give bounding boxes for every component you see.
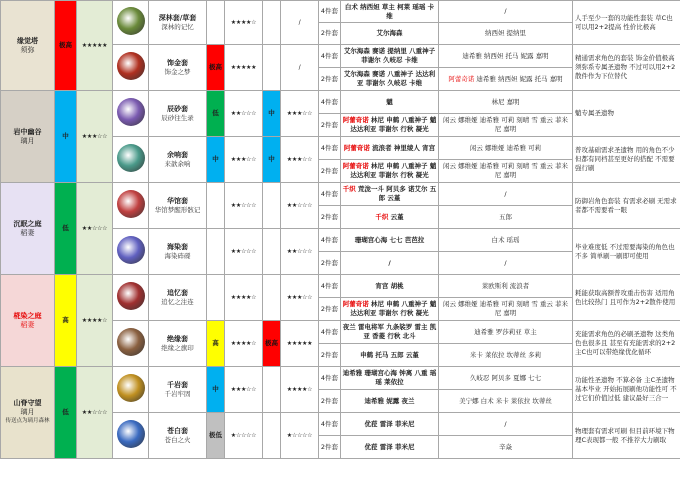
domain-name-cell <box>1 275 55 367</box>
set-rating-alt <box>263 413 281 459</box>
purple-shell-icon <box>117 236 145 264</box>
set-rating-alt: 中 <box>263 137 281 183</box>
set-note: 功能性圣遗物 不算必备 主C圣遗物基本毕业 开始拓展刷他功能性可 不过它们价值过低 建议最好三合一 <box>573 367 680 413</box>
piece-count: 2件套 <box>319 206 341 229</box>
domain-rating: 中 <box>55 91 77 183</box>
set-note: 物理套有需求可刷 但目前环境下物理C表现都一般 不推荐大力刷取 <box>573 413 680 459</box>
recommended-characters <box>341 390 439 413</box>
alt-character-list: 林尼 嘉明 <box>491 97 520 106</box>
alt-character-list: 闲云 娜维娅 迪希雅 可莉 刻晴 雪 重云 菲米尼 嘉明 <box>443 300 568 317</box>
set-name: 余响套 <box>167 150 188 159</box>
piece-count: 4件套 <box>319 91 341 114</box>
set-stars-alt: / <box>281 45 319 91</box>
domain-rating: 低 <box>55 183 77 275</box>
domain-name: 山脊守望 <box>13 399 42 407</box>
domain-region: 稻妻 <box>20 320 35 329</box>
set-name-cell <box>149 275 207 321</box>
piece-count: 2件套 <box>319 114 341 137</box>
set-stars-main: ★★★☆☆ <box>225 367 263 413</box>
character-list: 荒泷一斗 阿贝多 诺艾尔 五郎 云堇 <box>357 185 437 202</box>
set-name: 千岩套 <box>167 380 188 389</box>
set-icon-cell <box>113 183 149 229</box>
piece-count: 2件套 <box>319 252 341 275</box>
set-stars-main: ★★☆☆☆ <box>225 91 263 137</box>
alternative-characters <box>439 252 573 275</box>
set-rating-alt <box>263 275 281 321</box>
recommended-characters <box>341 229 439 252</box>
recommended-characters <box>341 413 439 436</box>
set-stars-main: ★★☆☆☆ <box>225 183 263 229</box>
set-full-name: 追忆之注连 <box>161 297 194 306</box>
set-icon-cell <box>113 229 149 275</box>
alt-character-list: 迪希雅 纳西妲 妮露 托马 嘉明 <box>476 74 563 83</box>
alt-character-list: 美宁娜 白术 米卡 莱依拉 坎蒂丝 <box>459 396 552 405</box>
set-stars-alt: ★★★☆☆ <box>281 275 319 321</box>
table-row <box>1 91 680 114</box>
domain-rating: 低 <box>55 367 77 459</box>
recommended-characters <box>341 91 439 114</box>
recommended-characters <box>341 160 439 183</box>
blue-flower-icon <box>117 420 145 448</box>
set-name-cell <box>149 45 207 91</box>
set-note: 充能需求角色的必刷圣遗物 这类角色也很多且 甚至有充能需求的2+2主C也可以带绝缘优化循环 <box>573 321 680 367</box>
alternative-characters <box>439 367 573 390</box>
alternative-characters <box>439 114 573 137</box>
alt-character-list: 闲云 娜维娅 迪希雅 可莉 刻晴 雪 重云 菲米尼 嘉明 <box>443 162 568 179</box>
flower-petals-icon <box>117 190 145 218</box>
set-name-cell <box>149 229 207 275</box>
table-row <box>1 183 680 206</box>
highlight-character: 阿蕾奇诺 <box>342 162 369 170</box>
set-name: 苍白套 <box>167 426 188 435</box>
set-icon-cell <box>113 137 149 183</box>
gilded-flower-icon <box>117 52 145 80</box>
domain-stars: ★★☆☆☆ <box>77 183 113 275</box>
piece-count: 4件套 <box>319 367 341 390</box>
piece-count: 2件套 <box>319 23 341 45</box>
piece-count: 4件套 <box>319 45 341 68</box>
domain-name-cell <box>1 183 55 275</box>
domain-rating: 高 <box>55 275 77 367</box>
character-list: 夜兰 雷电将军 九条裟罗 雷主 凯亚 香菱 行秋 北斗 <box>342 323 437 340</box>
alt-character-list: 闲云 娜维娅 迪希雅 可莉 <box>469 143 542 152</box>
alternative-characters <box>439 275 573 298</box>
set-full-name: 饰金之梦 <box>164 67 191 76</box>
set-stars-main: ★★☆☆☆ <box>225 229 263 275</box>
set-icon-cell <box>113 275 149 321</box>
domain-region: 璃月 <box>20 136 35 145</box>
character-list: 艾尔海森 赛诺 提纳里 八重神子 菲谢尔 久岐忍 卡维 <box>343 47 436 64</box>
domain-name: 沉眠之庭 <box>13 219 42 228</box>
set-rating-main: 极低 <box>207 413 225 459</box>
alternative-characters <box>439 206 573 229</box>
alternative-characters <box>439 68 573 91</box>
alternative-characters <box>439 413 573 436</box>
set-name: 海染套 <box>167 242 188 251</box>
set-rating-alt: 极高 <box>263 321 281 367</box>
set-name-cell <box>149 183 207 229</box>
set-note: 普攻基础需求圣遗物 用的角色不少但都有同档甚至更好的搭配 不需要强行刷 <box>573 137 680 183</box>
purple-flower-icon <box>117 98 145 126</box>
set-stars-alt: ★☆☆☆☆ <box>281 413 319 459</box>
set-rating-main: 低 <box>207 91 225 137</box>
character-list: 魈 <box>386 97 393 106</box>
set-name-cell <box>149 137 207 183</box>
recommended-characters <box>341 275 439 298</box>
alternative-characters <box>439 1 573 23</box>
alt-character-list: 迪希雅 纳西妲 托马 妮露 嘉明 <box>462 51 549 60</box>
piece-count: 4件套 <box>319 1 341 23</box>
rope-ring-icon <box>117 282 145 310</box>
piece-count: 2件套 <box>319 160 341 183</box>
domain-region: 须弥 <box>20 45 35 54</box>
piece-count: 4件套 <box>319 183 341 206</box>
set-full-name: 苍白之火 <box>164 435 191 444</box>
domain-name-cell <box>1 91 55 183</box>
domain-name: 岩中幽谷 <box>13 127 42 136</box>
set-stars-main: ★★★☆☆ <box>225 137 263 183</box>
set-rating-main: 中 <box>207 137 225 183</box>
set-note: 防御岩角色套装 有需求必刷 无需求者都不需要看一眼 <box>573 183 680 229</box>
recommended-characters <box>341 23 439 45</box>
character-list: 迪希雅 妮露 夜兰 <box>364 396 415 405</box>
alt-character-list: 五郎 <box>499 212 512 221</box>
domain-stars: ★★★☆☆ <box>77 91 113 183</box>
set-icon-cell <box>113 45 149 91</box>
domain-stars: ★★★★☆ <box>77 275 113 367</box>
set-full-name: 华馆梦醒形骸记 <box>154 205 201 214</box>
character-list: 林尼 申鹤 八重神子 魈 达达利亚 菲谢尔 行秋 凝光 <box>350 162 437 179</box>
character-list: 宵宫 胡桃 <box>375 281 404 290</box>
character-list: 优菈 雷泽 菲米尼 <box>364 442 415 451</box>
alternative-characters <box>439 91 573 114</box>
set-rating-main <box>207 275 225 321</box>
highlight-character: 千织 <box>342 185 356 193</box>
character-list: 珊瑚宫心海 七七 芭芭拉 <box>354 235 425 244</box>
table-row <box>1 275 680 298</box>
character-list: 优菈 雷泽 菲米尼 <box>364 419 415 428</box>
piece-count: 2件套 <box>319 436 341 459</box>
golden-bell-icon <box>117 374 145 402</box>
recommended-characters <box>341 367 439 390</box>
domain-rating: 极高 <box>55 1 77 91</box>
alt-character-list: / <box>504 258 507 267</box>
alt-character-list: 闲云 娜维娅 迪希雅 可莉 刻晴 雪 重云 菲米尼 嘉明 <box>443 116 568 133</box>
alt-character-list: 纳西妲 提纳里 <box>484 29 527 37</box>
set-full-name: 千岩牢固 <box>164 389 191 398</box>
set-stars-alt: ★★★★★ <box>281 321 319 367</box>
piece-count: 2件套 <box>319 390 341 413</box>
piece-count: 4件套 <box>319 321 341 344</box>
alternative-characters <box>439 229 573 252</box>
set-rating-alt <box>263 367 281 413</box>
recommended-characters <box>341 436 439 459</box>
set-full-name: 来歆余响 <box>164 159 191 168</box>
domain-region: 璃月 <box>20 408 35 416</box>
alt-character-list: / <box>504 7 507 15</box>
set-full-name: 绝缘之旗印 <box>161 343 194 352</box>
recommended-characters <box>341 206 439 229</box>
set-name-cell <box>149 321 207 367</box>
set-rating-main: 极高 <box>207 45 225 91</box>
set-rating-alt <box>263 1 281 45</box>
set-rating-main: 高 <box>207 321 225 367</box>
character-list: 艾尔海森 <box>376 29 403 37</box>
set-rating-main <box>207 183 225 229</box>
set-rating-main: 中 <box>207 367 225 413</box>
alternative-characters <box>439 183 573 206</box>
alternative-characters <box>439 436 573 459</box>
alternative-characters <box>439 344 573 367</box>
highlight-character: 阿蕾奇诺 <box>343 143 370 152</box>
set-rating-alt <box>263 183 281 229</box>
set-full-name: 辰砂往生录 <box>161 113 194 122</box>
piece-count: 2件套 <box>319 68 341 91</box>
set-stars-main: ★★★★☆ <box>225 1 263 45</box>
recommended-characters <box>341 114 439 137</box>
table-row <box>1 367 680 390</box>
set-rating-main <box>207 1 225 45</box>
alt-character-list: 久岐忍 阿贝多 夏娜 七七 <box>469 373 542 382</box>
alt-character-list: / <box>504 189 507 198</box>
set-rating-main <box>207 229 225 275</box>
domain-stars: ★★☆☆☆ <box>77 367 113 459</box>
alternative-characters <box>439 298 573 321</box>
set-name: 辰砂套 <box>167 104 188 113</box>
highlight-character: 阿蕾奇诺 <box>342 300 369 308</box>
set-icon-cell <box>113 413 149 459</box>
set-icon-cell <box>113 1 149 45</box>
alternative-characters <box>439 390 573 413</box>
set-stars-main: ★★★★☆ <box>225 275 263 321</box>
set-icon-cell <box>113 321 149 367</box>
set-name: 追忆套 <box>167 288 188 297</box>
set-full-name: 深林的记忆 <box>161 22 194 31</box>
character-list: 云堇 <box>390 212 404 221</box>
recommended-characters <box>341 137 439 160</box>
set-note: 毕业难度低 不过需要海染的角色也不多 简单刷一刷即可使用 <box>573 229 680 275</box>
set-note: 耗能获取高额普攻重击伤害 适用角色比较热门 且可作为2+2散件使用 <box>573 275 680 321</box>
character-list: 林尼 申鹤 八重神子 魈 达达利亚 菲谢尔 行秋 凝光 <box>350 300 437 317</box>
piece-count: 4件套 <box>319 229 341 252</box>
set-icon-cell <box>113 91 149 137</box>
alternative-characters <box>439 23 573 45</box>
alt-character-list: 白术 瑶瑶 <box>491 235 520 244</box>
highlight-character: 阿蕾奇诺 <box>342 116 369 124</box>
set-stars-alt: ★★★☆☆ <box>281 137 319 183</box>
domain-name: 椛染之庭 <box>13 311 42 320</box>
character-list: 迪希雅 珊瑚宫心海 钟离 八重 瑶瑶 莱依拉 <box>342 369 437 386</box>
set-name-cell <box>149 367 207 413</box>
set-name: 饰金套 <box>167 58 188 67</box>
set-stars-alt: ★★★★☆ <box>281 367 319 413</box>
alternative-characters <box>439 321 573 344</box>
alternative-characters <box>439 160 573 183</box>
domain-note: 传送点为璃月森林 <box>5 418 50 424</box>
set-name-cell <box>149 91 207 137</box>
piece-count: 2件套 <box>319 298 341 321</box>
piece-count: 4件套 <box>319 137 341 160</box>
highlight-character: 千织 <box>375 212 389 221</box>
leaf-flower-icon <box>117 7 145 35</box>
set-stars-main: ★★★★★ <box>225 45 263 91</box>
set-note: 人手至少一套的功能性套装 草C也可以用2+2提高 性价比极高 <box>573 1 680 45</box>
set-stars-alt: ★★☆☆☆ <box>281 229 319 275</box>
character-list: 申鹤 托马 五郎 云堇 <box>360 350 419 359</box>
recommended-characters <box>341 298 439 321</box>
set-stars-alt: / <box>281 1 319 45</box>
set-full-name: 海染砗磲 <box>164 251 191 260</box>
set-name: 绝缘套 <box>167 334 188 343</box>
piece-count: 4件套 <box>319 275 341 298</box>
set-rating-alt <box>263 229 281 275</box>
set-rating-alt <box>263 45 281 91</box>
domain-name-cell <box>1 367 55 459</box>
alt-character-list: 辛焱 <box>499 442 512 451</box>
set-name: 华馆套 <box>167 196 188 205</box>
domain-stars: ★★★★★ <box>77 1 113 91</box>
piece-count: 4件套 <box>319 413 341 436</box>
set-stars-main: ★★★★☆ <box>225 321 263 367</box>
set-rating-alt: 中 <box>263 91 281 137</box>
set-name-cell <box>149 413 207 459</box>
alt-character-list: 迪希雅 罗莎莉亚 草主 <box>474 327 537 336</box>
recommended-characters <box>341 321 439 344</box>
recommended-characters <box>341 344 439 367</box>
domain-region: 稻妻 <box>20 228 35 237</box>
table-row <box>1 1 680 23</box>
set-note: 精通需求角色的套装 饰金价值极高 须弥系专属圣遗物 不过可以用2+2散件作为下位替代 <box>573 45 680 91</box>
alternative-characters <box>439 137 573 160</box>
recommended-characters <box>341 1 439 23</box>
set-name: 深林套/草套 <box>158 13 197 22</box>
set-stars-alt: ★★★☆☆ <box>281 91 319 137</box>
piece-count: 2件套 <box>319 344 341 367</box>
character-list: 艾尔海森 赛诺 八重神子 达达利亚 菲谢尔 久岐忍 卡维 <box>343 70 436 87</box>
character-list: / <box>388 258 391 267</box>
recommended-characters <box>341 183 439 206</box>
alt-character-list: / <box>504 419 507 428</box>
set-stars-alt: ★★☆☆☆ <box>281 183 319 229</box>
character-list: 流浪者 神里绫人 宵宫 <box>372 143 436 152</box>
recommended-characters <box>341 45 439 68</box>
character-list: 林尼 申鹤 八重神子 魈 达达利亚 菲谢尔 行秋 凝光 <box>350 116 437 133</box>
set-stars-main: ★☆☆☆☆ <box>225 413 263 459</box>
alt-character-list: 米卡 莱依拉 坎蒂丝 多莉 <box>469 350 542 359</box>
jade-flower-icon <box>117 144 145 172</box>
set-note: 魈专属圣遗物 <box>573 91 680 137</box>
domain-name: 缘觉塔 <box>17 36 38 45</box>
highlight-character: 阿蕾奇诺 <box>448 74 475 83</box>
domain-name-cell <box>1 1 55 91</box>
flag-tassel-icon <box>117 328 145 356</box>
set-icon-cell <box>113 367 149 413</box>
set-name-cell <box>149 1 207 45</box>
alt-character-list: 莱欧斯利 流浪者 <box>481 281 530 290</box>
recommended-characters <box>341 68 439 91</box>
recommended-characters <box>341 252 439 275</box>
alternative-characters <box>439 45 573 68</box>
character-list: 白术 纳西妲 草主 柯莱 瑶瑶 卡维 <box>344 2 435 20</box>
